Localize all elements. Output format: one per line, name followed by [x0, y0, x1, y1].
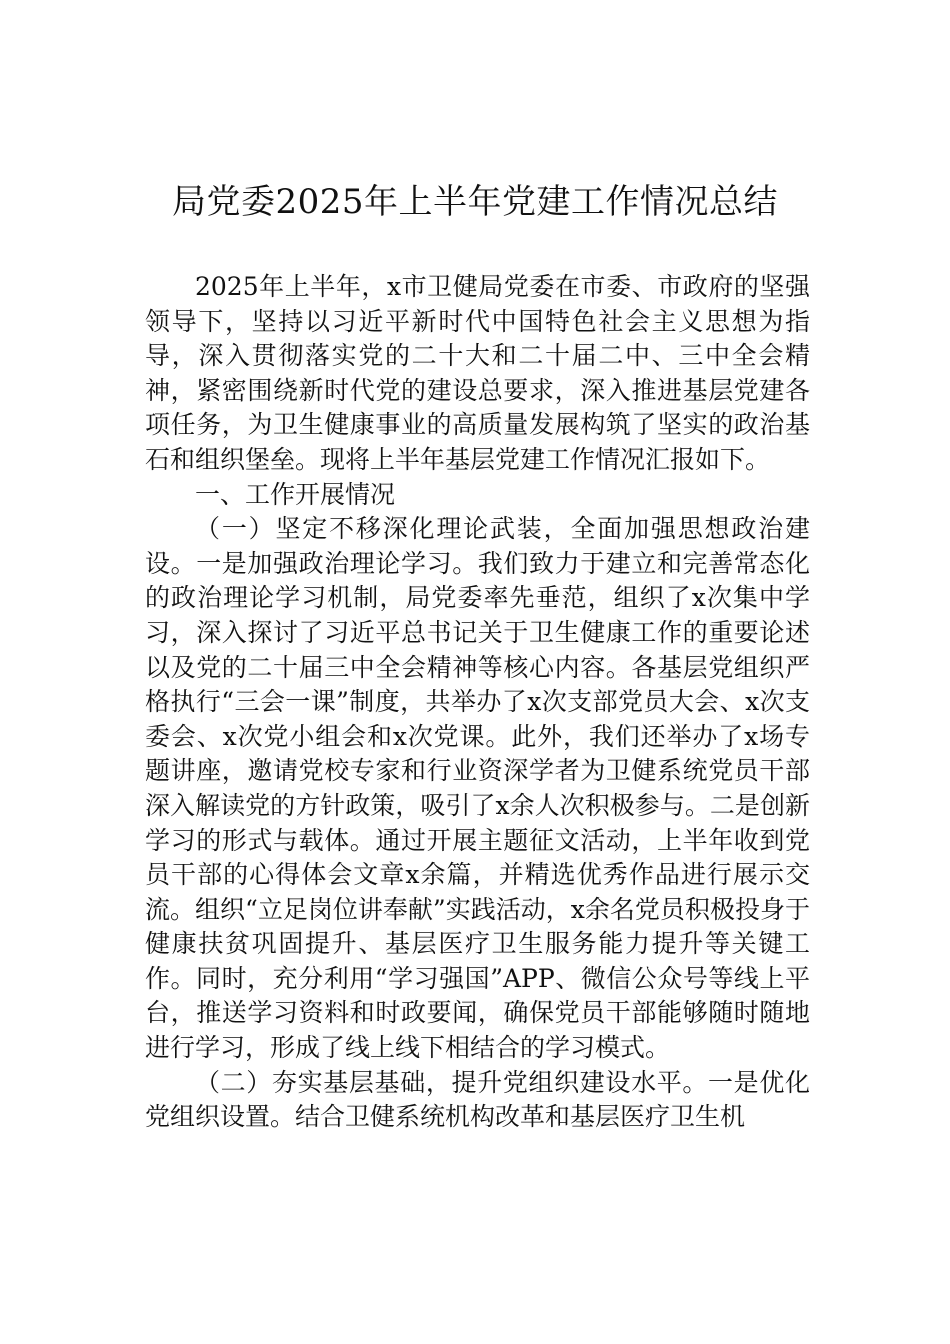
document-title: 局党委2025年上半年党建工作情况总结: [171, 182, 779, 222]
paragraph-intro: 2025年上半年，x市卫健局党委在市委、市政府的坚强领导下，坚持以习近平新时代中国特色社会主义思想为指导，深入贯彻落实党的二十大和二十届二中、三中全会精神，紧密围绕新时代党的建设总要求，深入推进基层党建各项任务，为卫生健康事业的高质量发展构筑了坚实的政治基石和组织堡垒。现将上半年基层党建工作情况汇报如下。: [145, 272, 810, 474]
paragraph-theory: （一）坚定不移深化理论武装，全面加强思想政治建设。一是加强政治理论学习。我们致力于建立和完善常态化的政治理论学习机制，局党委率先垂范，组织了x次集中学习，深入探讨了习近平总书记关于卫生健康工作的重要论述以及党的二十届三中全会精神等核心内容。各基层党组织严格执行“三会一课”制度，共举办了x次支部党员大会、x次支委会、x次党小组会和x次党课。此外，我们还举办了x场专题讲座，邀请党校专家和行业资深学者为卫健系统党员干部深入解读党的方针政策，吸引了x余人次积极参与。二是创新学习的形式与载体。通过开展主题征文活动，上半年收到党员干部的心得体会文章x余篇，并精选优秀作品进行展示交流。组织“立足岗位讲奉献”实践活动，x余名党员积极投身于健康扶贫巩固提升、基层医疗卫生服务能力提升等关键工作。同时，充分利用“学习强国”APP、微信公众号等线上平台，推送学习资料和时政要闻，确保党员干部能够随时随地进行学习，形成了线上线下相结合的学习模式。: [145, 514, 810, 1063]
document-body: [145, 270, 810, 1135]
paragraph-organization: （二）夯实基层基础，提升党组织建设水平。一是优化党组织设置。结合卫健系统机构改革和基层医疗卫生机: [145, 1067, 810, 1132]
section-heading: 一、工作开展情况: [195, 479, 396, 509]
